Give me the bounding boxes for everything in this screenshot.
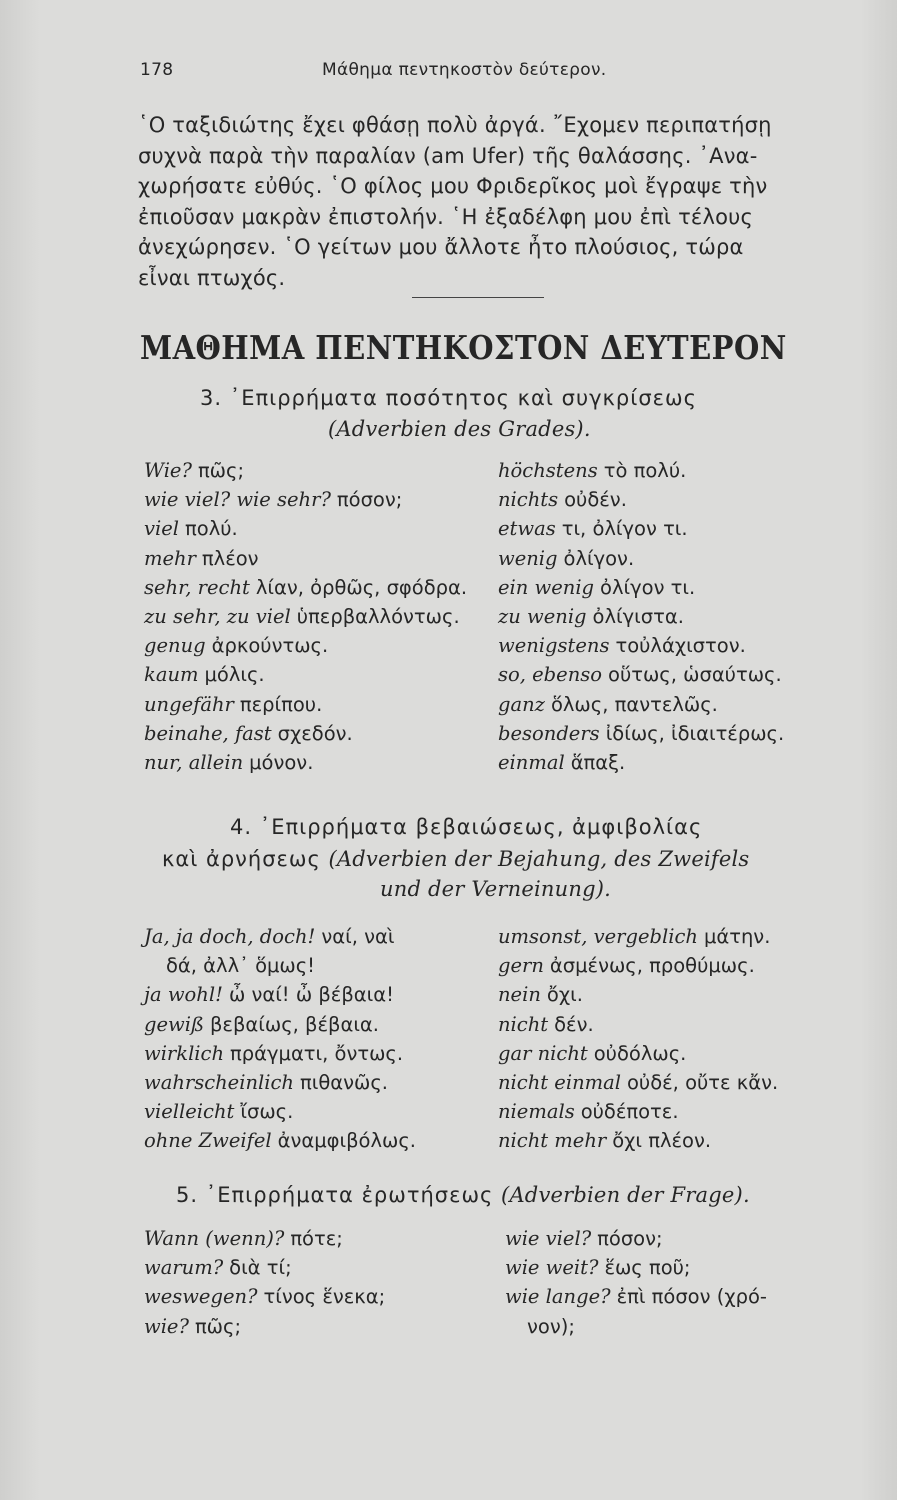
vocab-gr: πῶς; bbox=[194, 1314, 242, 1338]
vocab-row bbox=[498, 980, 778, 1009]
vocab-row bbox=[144, 1126, 416, 1155]
vocab-row bbox=[498, 951, 778, 980]
lesson-title: ΜΑΘΗΜΑ ΠΕΝΤΗΚΟΣΤΟΝ ΔΕΥΤΕΡΟΝ bbox=[140, 328, 787, 367]
vocab-gr: ὀλίγον τι. bbox=[600, 575, 696, 599]
vocab-row bbox=[144, 980, 416, 1009]
vocab-de: einmal bbox=[498, 750, 565, 774]
vocab-row bbox=[498, 514, 784, 543]
vocab-row bbox=[498, 1097, 778, 1126]
intro-line: χωρήσατε εὐθύς. ῾Ο φίλος μου Φριδερῖκος μοὶ ἔγραψε τὴν bbox=[138, 174, 768, 198]
intro-line: συχνὰ παρὰ τὴν παραλίαν (am Ufer) τῆς θαλάσσης. ᾿Ανα- bbox=[138, 143, 758, 168]
vocab-row bbox=[498, 922, 778, 951]
vocab-gr: τοὐλάχιστον. bbox=[615, 634, 746, 658]
page-number: 178 bbox=[140, 60, 174, 80]
vocab-row bbox=[505, 1312, 767, 1341]
vocab-gr: ἐπὶ πόσον (χρό- bbox=[616, 1285, 767, 1309]
vocab-gr: οὕτως, ὡσαύτως. bbox=[608, 663, 782, 687]
vocab-row bbox=[498, 456, 784, 485]
vocab-gr: πιθανῶς. bbox=[299, 1070, 388, 1094]
vocab-de: ohne Zweifel bbox=[144, 1129, 272, 1153]
vocab-gr: ὅλως, παντελῶς. bbox=[550, 692, 718, 716]
vocab-gr: ὀλίγον. bbox=[563, 546, 635, 570]
vocab-row bbox=[144, 1253, 385, 1282]
vocab-de: viel bbox=[144, 517, 180, 541]
vocab-de: nein bbox=[498, 983, 541, 1007]
section-divider bbox=[412, 297, 544, 298]
vocab-de: zu wenig bbox=[498, 604, 587, 628]
vocab-gr: δά, ἀλλ᾿ ὅμως! bbox=[166, 954, 315, 978]
vocab-gr: ἀναμφιβόλως. bbox=[277, 1129, 416, 1153]
vocab-de: Wie? bbox=[144, 459, 192, 482]
section3-right-column bbox=[498, 456, 784, 777]
vocab-de: gewiß bbox=[144, 1012, 204, 1036]
vocab-de: nicht mehr bbox=[498, 1129, 607, 1153]
vocab-gr: τὸ πολύ. bbox=[603, 459, 687, 482]
vocab-row bbox=[144, 719, 467, 748]
vocab-row bbox=[144, 1312, 385, 1341]
vocab-gr: πλέον bbox=[201, 546, 259, 570]
vocab-gr: οὐδέποτε. bbox=[580, 1100, 679, 1124]
vocab-gr: διὰ τί; bbox=[229, 1256, 292, 1280]
vocab-row bbox=[505, 1282, 767, 1311]
section4-heading-line1: 4. ᾿Επιρρήματα βεβαιώσεως, ἀμφιβολίας bbox=[230, 815, 703, 839]
section3-left-column bbox=[144, 456, 467, 777]
intro-line: ῾Ο ταξιδιώτης ἔχει φθάσῃ πολὺ ἀργά. ῎Εχομεν περιπατήσῃ bbox=[138, 113, 772, 137]
vocab-de: kaum bbox=[144, 663, 199, 687]
vocab-gr: ὄχι πλέον. bbox=[612, 1129, 712, 1153]
vocab-row bbox=[144, 456, 467, 485]
intro-paragraph bbox=[138, 110, 828, 293]
vocab-row bbox=[144, 1097, 416, 1126]
vocab-gr: ἴσως. bbox=[240, 1100, 294, 1124]
vocab-row bbox=[144, 485, 467, 514]
vocab-row bbox=[144, 1068, 416, 1097]
section4-left-column bbox=[144, 922, 416, 1156]
vocab-gr: μόλις. bbox=[204, 663, 265, 687]
vocab-de: Wann (wenn)? bbox=[144, 1227, 285, 1250]
running-title: Μάθημα πεντηκοστὸν δεύτερον. bbox=[322, 60, 607, 80]
vocab-de: nur, allein bbox=[144, 750, 244, 774]
vocab-gr: περίπου. bbox=[239, 692, 323, 716]
vocab-de: beinahe, fast bbox=[144, 721, 272, 745]
vocab-de: gern bbox=[498, 954, 544, 978]
vocab-de: zu sehr, zu viel bbox=[144, 604, 291, 628]
vocab-de: wie? bbox=[144, 1314, 189, 1338]
vocab-de: wie lange? bbox=[505, 1285, 611, 1309]
vocab-de: ja wohl! bbox=[144, 983, 223, 1007]
vocab-row bbox=[144, 1282, 385, 1311]
section4-heading-de: (Adverbien der Bejahung, des Zweifels bbox=[328, 847, 750, 871]
vocab-gr: οὐδέν. bbox=[564, 488, 627, 512]
vocab-gr: ἰδίως, ἰδιαιτέρως. bbox=[605, 721, 785, 745]
vocab-de: besonders bbox=[498, 721, 600, 745]
vocab-row bbox=[144, 748, 467, 777]
vocab-gr: πράγματι, ὄντως. bbox=[230, 1041, 404, 1065]
vocab-de: wirklich bbox=[144, 1041, 225, 1065]
vocab-gr: ὦ ναί! ὦ βέβαια! bbox=[228, 983, 394, 1007]
section5-left-column bbox=[144, 1224, 385, 1341]
vocab-gr: πόσον; bbox=[336, 488, 403, 512]
vocab-de: weswegen? bbox=[144, 1285, 258, 1309]
vocab-de: etwas bbox=[498, 517, 556, 541]
intro-line: ἀνεχώρησεν. ῾Ο γείτων μου ἄλλοτε ἦτο πλούσιος, τώρα bbox=[138, 235, 744, 259]
vocab-row bbox=[144, 1039, 416, 1068]
vocab-row bbox=[498, 485, 784, 514]
intro-line: εἶναι πτωχός. bbox=[138, 265, 286, 290]
vocab-row bbox=[144, 660, 467, 689]
vocab-de: wahrscheinlich bbox=[144, 1070, 294, 1094]
section4-heading-line2 bbox=[162, 844, 749, 874]
vocab-gr: ἀρκούντως. bbox=[211, 634, 329, 658]
vocab-de: wenigstens bbox=[498, 634, 610, 658]
vocab-de: genug bbox=[144, 634, 206, 658]
vocab-row bbox=[498, 1126, 778, 1155]
vocab-gr: τι, ὀλίγον τι. bbox=[561, 517, 688, 541]
vocab-gr: πόσον; bbox=[597, 1227, 663, 1250]
vocab-de: mehr bbox=[144, 546, 196, 570]
section5-right-column bbox=[505, 1224, 767, 1341]
vocab-row bbox=[144, 573, 467, 602]
vocab-gr: ὑπερβαλλόντως. bbox=[296, 604, 460, 628]
vocab-row bbox=[144, 631, 467, 660]
vocab-gr: ὄχι. bbox=[546, 983, 583, 1007]
vocab-de: wie weit? bbox=[505, 1256, 599, 1280]
vocab-row bbox=[505, 1253, 767, 1282]
vocab-row bbox=[498, 748, 784, 777]
vocab-gr: μάτην. bbox=[703, 925, 771, 948]
vocab-row bbox=[498, 690, 784, 719]
vocab-row bbox=[498, 1039, 778, 1068]
vocab-gr: ὀλίγιστα. bbox=[592, 604, 684, 628]
vocab-de: nichts bbox=[498, 488, 559, 512]
vocab-gr: δέν. bbox=[554, 1012, 594, 1036]
vocab-row bbox=[144, 951, 416, 980]
running-header bbox=[140, 60, 840, 90]
vocab-row bbox=[144, 514, 467, 543]
vocab-row bbox=[144, 922, 416, 951]
vocab-gr: ναί, ναὶ bbox=[321, 925, 395, 948]
vocab-row bbox=[498, 544, 784, 573]
vocab-gr: λίαν, ὀρθῶς, σφόδρα. bbox=[255, 575, 468, 599]
vocab-row bbox=[144, 602, 467, 631]
vocab-de: wie viel? wie sehr? bbox=[144, 488, 331, 512]
vocab-de: ungefähr bbox=[144, 692, 234, 716]
vocab-row bbox=[498, 602, 784, 631]
section4-heading-line3: und der Verneinung). bbox=[380, 877, 612, 901]
vocab-de: sehr, recht bbox=[144, 575, 250, 599]
vocab-gr: πῶς; bbox=[197, 459, 245, 482]
vocab-gr: οὐδόλως. bbox=[593, 1041, 687, 1065]
vocab-row bbox=[505, 1224, 767, 1253]
vocab-gr: ἕως ποῦ; bbox=[604, 1256, 691, 1280]
vocab-de: Ja, ja doch, doch! bbox=[144, 925, 316, 948]
vocab-gr: πολύ. bbox=[185, 517, 238, 541]
vocab-row bbox=[144, 1224, 385, 1253]
vocab-row bbox=[144, 544, 467, 573]
vocab-gr: βεβαίως, βέβαια. bbox=[209, 1012, 379, 1036]
vocab-gr: πότε; bbox=[290, 1227, 343, 1250]
vocab-row bbox=[144, 690, 467, 719]
section3-heading: 3. ᾿Επιρρήματα ποσότητος καὶ συγκρίσεως bbox=[200, 386, 697, 410]
section5-heading-de: (Adverbien der Frage). bbox=[501, 1183, 750, 1207]
vocab-row bbox=[498, 1068, 778, 1097]
vocab-de: umsonst, vergeblich bbox=[498, 925, 698, 948]
vocab-de: niemals bbox=[498, 1100, 575, 1124]
vocab-de: ein wenig bbox=[498, 575, 595, 599]
vocab-de: vielleicht bbox=[144, 1100, 235, 1124]
vocab-de: nicht bbox=[498, 1012, 549, 1036]
vocab-row bbox=[498, 631, 784, 660]
vocab-row bbox=[498, 573, 784, 602]
vocab-gr: μόνον. bbox=[249, 750, 314, 774]
vocab-de: wie viel? bbox=[505, 1227, 592, 1250]
vocab-row bbox=[498, 660, 784, 689]
section5-heading bbox=[176, 1180, 750, 1210]
vocab-de: nicht einmal bbox=[498, 1070, 621, 1094]
vocab-gr: ἀσμένως, προθύμως. bbox=[549, 954, 755, 978]
vocab-de: warum? bbox=[144, 1256, 224, 1280]
vocab-row bbox=[144, 1010, 416, 1039]
section3-subheading: (Adverbien des Grades). bbox=[328, 417, 591, 441]
section4-right-column bbox=[498, 922, 778, 1156]
vocab-gr: ἅπαξ. bbox=[570, 750, 626, 774]
vocab-de: wenig bbox=[498, 546, 558, 570]
intro-line: ἐπιοῦσαν μακρὰν ἐπιστολήν. ῾Η ἐξαδέλφη μου ἐπὶ τέλους bbox=[138, 204, 754, 229]
vocab-row bbox=[498, 1010, 778, 1039]
vocab-de: höchstens bbox=[498, 459, 598, 482]
vocab-row bbox=[498, 719, 784, 748]
vocab-de: ganz bbox=[498, 692, 545, 716]
section5-heading-gr: 5. ᾿Επιρρήματα ἐρωτήσεως bbox=[176, 1183, 494, 1207]
vocab-gr: νον); bbox=[527, 1314, 575, 1338]
vocab-de: so, ebenso bbox=[498, 663, 603, 687]
vocab-gr: σχεδόν. bbox=[277, 721, 353, 745]
vocab-gr: οὐδέ, οὔτε κἄν. bbox=[627, 1070, 779, 1094]
vocab-gr: τίνος ἕνεκα; bbox=[263, 1285, 386, 1309]
section4-heading-gr: καὶ ἀρνήσεως bbox=[162, 847, 321, 871]
vocab-de: gar nicht bbox=[498, 1041, 588, 1065]
